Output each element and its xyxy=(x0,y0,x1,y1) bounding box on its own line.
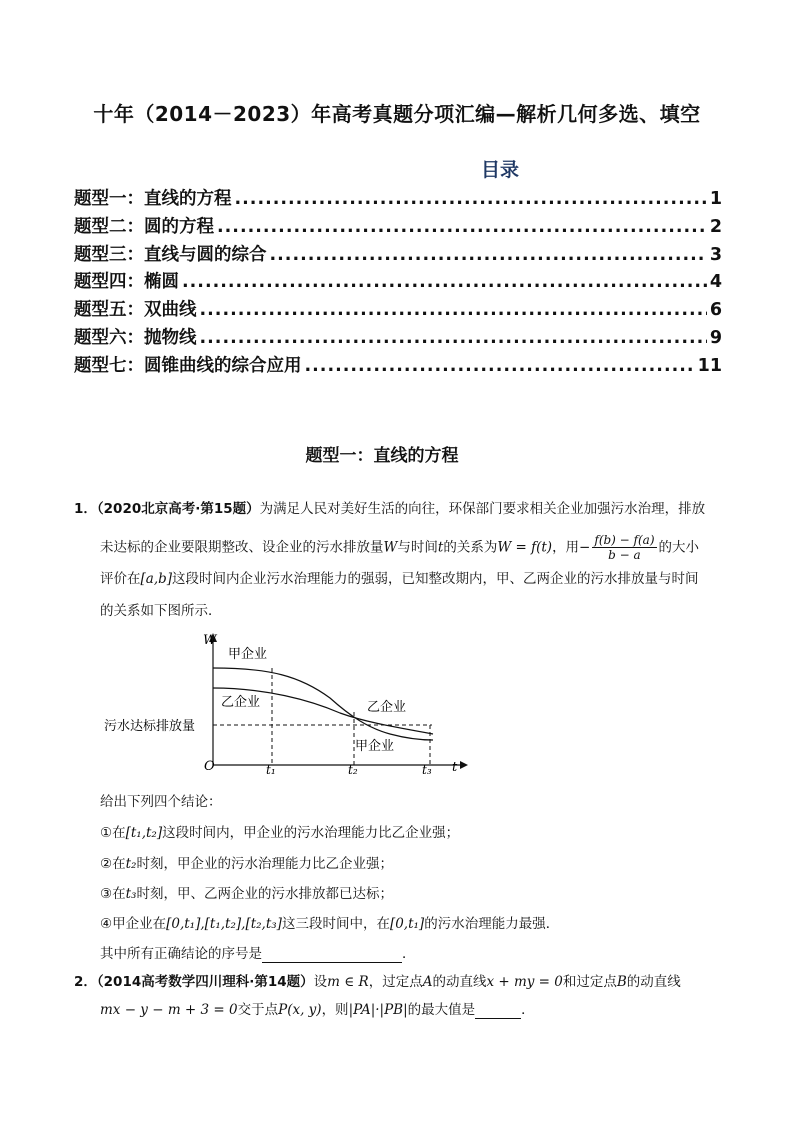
threshold-label: 污水达标排放量 xyxy=(104,719,196,734)
c4-text: 的污水治理能力最强． xyxy=(424,916,560,932)
toc-item[interactable] xyxy=(74,185,722,213)
c1-prefix: ①在 xyxy=(100,825,126,841)
conclusion-2 xyxy=(100,852,393,872)
toc-item-label: 题型一：直线的方程 xyxy=(74,189,232,209)
answer-blank[interactable] xyxy=(475,1002,521,1019)
q2-line-2 xyxy=(100,998,535,1019)
c2-prefix: ②在 xyxy=(100,856,126,872)
toc-item-page: 2 xyxy=(709,216,722,237)
yi-label-left: 乙企业 xyxy=(221,695,261,710)
q1-line-1 xyxy=(74,497,705,517)
toc-item[interactable] xyxy=(74,324,722,352)
toc-leader xyxy=(200,328,707,348)
q1-number: 1． xyxy=(74,501,97,517)
origin-label: O xyxy=(204,759,215,774)
t2-label: t₂ xyxy=(348,763,358,777)
toc-item[interactable] xyxy=(74,241,722,269)
toc-item-page: 6 xyxy=(709,300,722,321)
c3-prefix: ③在 xyxy=(100,886,126,902)
toc-leader xyxy=(200,300,707,320)
fraction-numerator: f(b) − f(a) xyxy=(594,533,655,547)
q2-text: 交于点 xyxy=(237,1002,279,1018)
math-interval-ab: [a,b] xyxy=(140,571,173,587)
c4-mid: 这三段时间中，在 xyxy=(281,916,390,932)
q1-ask xyxy=(100,942,416,963)
q1-text-2e: 的大小 xyxy=(658,539,700,556)
q1-intro: 给出下列四个结论： xyxy=(100,794,222,810)
math-t3: t₃ xyxy=(125,886,137,902)
q2-end: ． xyxy=(521,1002,535,1018)
q2-text: 的动直线 xyxy=(626,974,681,990)
t1-label: t₁ xyxy=(266,763,276,777)
toc-item-label: 题型二：圆的方程 xyxy=(74,216,214,237)
q1-source: （2020北京高考·第15题） xyxy=(96,501,260,517)
x-axis-label: t xyxy=(452,760,458,775)
math-W: W xyxy=(383,539,398,556)
toc-item-label: 题型三：直线与圆的综合 xyxy=(74,244,267,265)
yi-label-right: 乙企业 xyxy=(367,700,407,715)
math-m-in-R: m ∈ R xyxy=(327,974,369,990)
math-P: P(x, y) xyxy=(278,1002,322,1018)
c3-text: 时刻，甲、乙两企业的污水排放都已达标； xyxy=(136,886,393,902)
math-intervals: [0,t₁],[t₁,t₂],[t₂,t₃] xyxy=(166,916,282,932)
q2-line-1 xyxy=(74,970,681,990)
toc-leader xyxy=(305,356,695,376)
math-B: B xyxy=(616,974,627,990)
toc-item[interactable] xyxy=(74,352,722,380)
toc-heading-text: 目录 xyxy=(480,159,519,181)
q2-text: 设 xyxy=(313,974,328,990)
toc-item-label: 题型七：圆锥曲线的综合应用 xyxy=(74,355,302,376)
q2-text: ，过定点 xyxy=(368,974,423,990)
math-line-2: mx − y − m + 3 = 0 xyxy=(100,1002,238,1018)
q2-text: ，则 xyxy=(321,1002,349,1018)
fraction-denominator: b − a xyxy=(608,548,641,562)
math-t2: t₂ xyxy=(125,856,137,872)
q1-text-1: 为满足人民对美好生活的向往，环保部门要求相关企业加强污水治理，排放 xyxy=(259,501,706,517)
c4-prefix: ④甲企业在 xyxy=(100,916,167,932)
conclusion-3 xyxy=(100,882,393,902)
q2-text: 的动直线 xyxy=(432,974,487,990)
toc-leader xyxy=(235,189,707,209)
toc-item[interactable] xyxy=(74,213,722,241)
toc-leader xyxy=(182,272,707,292)
toc-item-page: 9 xyxy=(709,327,722,348)
q2-text: 和过定点 xyxy=(562,974,617,990)
toc-item[interactable] xyxy=(74,268,722,296)
math-interval: [t₁,t₂] xyxy=(125,825,163,841)
jia-label-top: 甲企业 xyxy=(228,647,268,662)
conclusion-4 xyxy=(100,912,559,932)
q1-line-2 xyxy=(100,533,699,562)
answer-blank[interactable] xyxy=(262,946,402,963)
toc-item-label: 题型六：抛物线 xyxy=(74,327,197,348)
math-W-eq-ft: W = f(t) xyxy=(497,539,553,556)
toc-item-page: 11 xyxy=(697,355,722,376)
q1-text-2c: 的关系为 xyxy=(443,539,498,556)
q2-source: （2014高考数学四川理科·第14题） xyxy=(96,974,314,990)
toc-leader xyxy=(217,217,707,237)
document-title: 十年（2014－2023）年高考真题分项汇编—解析几何多选、填空 xyxy=(93,102,701,126)
q1-text-3a: 评价在 xyxy=(100,571,141,587)
toc-item-label: 题型五：双曲线 xyxy=(74,300,197,321)
toc-item-page: 1 xyxy=(709,189,722,209)
conclusion-1 xyxy=(100,821,459,841)
jia-label-right: 甲企业 xyxy=(355,739,395,754)
math-product: |PA|·|PB| xyxy=(348,1002,408,1018)
table-of-contents xyxy=(74,185,722,380)
q1-line-3 xyxy=(100,567,699,587)
toc-heading xyxy=(0,155,794,182)
q2-number: 2． xyxy=(74,974,97,990)
math-line-1: x + my = 0 xyxy=(486,974,563,990)
toc-item-label: 题型四：椭圆 xyxy=(74,272,179,293)
q1-line-4: 的关系如下图所示． xyxy=(100,603,222,619)
q1-text-3b: 这段时间内企业污水治理能力的强弱，已知整改期内，甲、乙两企业的污水排放量与时间 xyxy=(172,571,699,587)
t3-label: t₃ xyxy=(422,763,432,777)
section-title: 题型一：直线的方程 xyxy=(305,446,459,466)
q2-text: 的最大值是 xyxy=(407,1002,476,1018)
y-axis-label: W xyxy=(203,633,217,648)
x-axis-arrow xyxy=(460,761,468,769)
q1-ask-text: 其中所有正确结论的序号是 xyxy=(100,946,262,962)
q1-text-2d: ，用− xyxy=(552,539,591,556)
q1-figure xyxy=(100,628,470,778)
toc-item-page: 3 xyxy=(709,244,722,265)
c2-text: 时刻，甲企业的污水治理能力比乙企业强； xyxy=(136,856,393,872)
toc-item-page: 4 xyxy=(709,272,722,293)
c1-text: 这段时间内，甲企业的污水治理能力比乙企业强； xyxy=(162,825,460,841)
math-A: A xyxy=(422,974,433,990)
toc-item[interactable] xyxy=(74,296,722,324)
fraction xyxy=(592,533,656,562)
math-interval: [0,t₁] xyxy=(389,916,425,932)
math-t: t xyxy=(437,539,444,556)
q1-text-2b: 与时间 xyxy=(397,539,438,556)
q1-text-2a: 未达标的企业要限期整改、设企业的污水排放量 xyxy=(100,539,384,556)
toc-leader xyxy=(270,245,707,265)
q1-ask-end: ． xyxy=(402,946,416,962)
